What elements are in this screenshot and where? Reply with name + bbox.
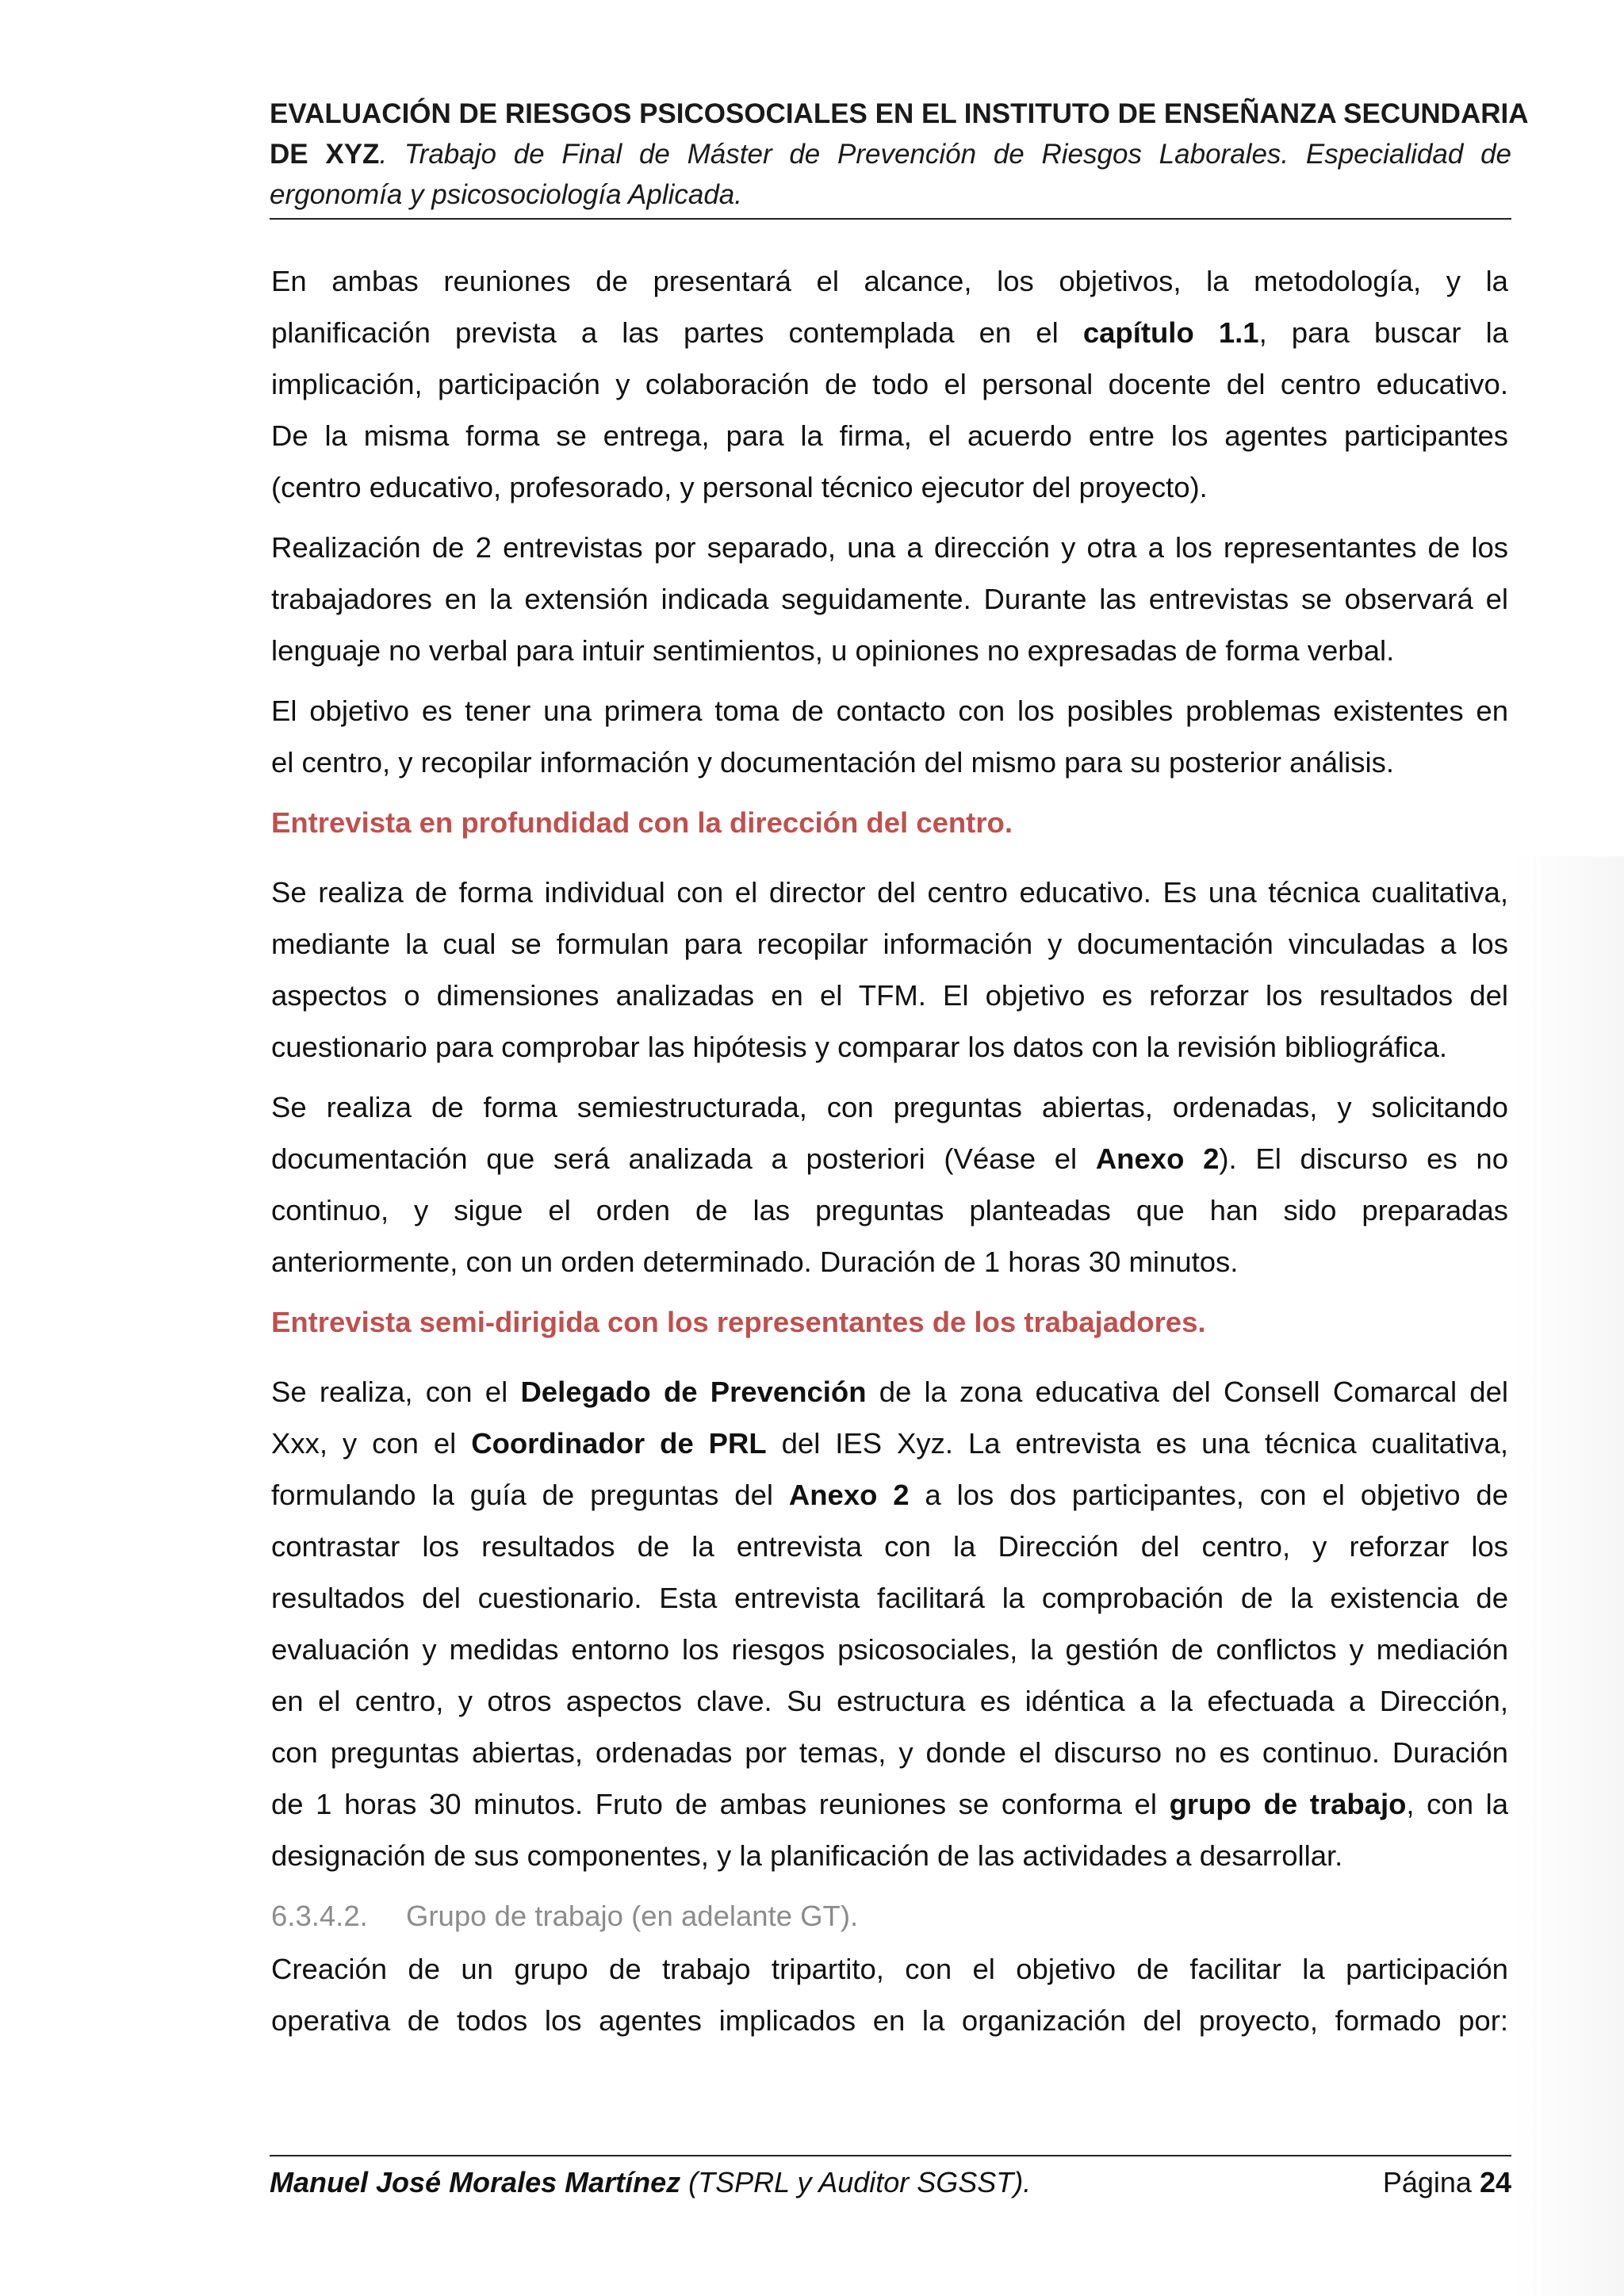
text-line: Se realiza de forma semiestructurada, con preguntas abiertas, ordenadas, y solicitando: [271, 1091, 1508, 1123]
subsection-heading: [271, 1890, 1508, 1942]
text-line: cuestionario para comprobar las hipótesis y comparar los datos con la revisión bibliográfica.: [271, 1031, 1448, 1063]
text-segment: , para buscar la: [1258, 316, 1509, 349]
subsection-title: Grupo de trabajo (en adelante GT).: [406, 1900, 859, 1932]
text-line: el centro, y recopilar información y documentación del mismo para su posterior análisis.: [271, 746, 1395, 779]
paragraph: [271, 1366, 1508, 1881]
text-line: [271, 1778, 1508, 1830]
text-line: designación de sus componentes, y la planificación de las actividades a desarrollar.: [271, 1839, 1343, 1872]
header-title-bold: DE XYZ: [270, 139, 380, 170]
header-subtitle-line3: ergonomía y psicosociología Aplicada.: [270, 179, 742, 210]
paragraph: [271, 1943, 1508, 2046]
text-line: anteriormente, con un orden determinado. Duración de 1 horas 30 minutos.: [271, 1246, 1239, 1278]
text-segment: de la zona educativa del Consell Comarcal del: [866, 1376, 1508, 1408]
text-line: (centro educativo, profesorado, y personal técnico ejecutor del proyecto).: [271, 471, 1208, 503]
bold-term: grupo de trabajo: [1169, 1788, 1407, 1820]
text-segment: Se realiza, con el: [271, 1376, 521, 1408]
document-body: [271, 255, 1508, 2055]
page-label: Página: [1382, 2166, 1480, 2198]
header-title-line1: EVALUACIÓN DE RIESGOS PSICOSOCIALES EN EL INSTITUTO DE ENSEÑANZA SECUNDARIA: [270, 98, 1529, 129]
text-line: implicación, participación y colaboración de todo el personal docente del centro educativo.: [271, 368, 1508, 400]
text-line: aspectos o dimensiones analizadas en el TFM. El objetivo es reforzar los resultados del: [271, 979, 1508, 1012]
text-line: lenguaje no verbal para intuir sentimientos, u opiniones no expresadas de forma verbal.: [271, 634, 1395, 667]
text-line: operativa de todos los agentes implicados en la organización del proyecto, formado por:: [271, 2004, 1508, 2037]
text-segment: documentación que será analizada a posteriori (Véase el: [271, 1142, 1096, 1175]
text-line: [271, 1469, 1508, 1521]
text-line: Creación de un grupo de trabajo tripartito, con el objetivo de facilitar la participación: [271, 1953, 1508, 1985]
text-line: trabajadores en la extensión indicada seguidamente. Durante las entrevistas se observará el: [271, 583, 1508, 615]
text-line: evaluación y medidas entorno los riesgos psicosociales, la gestión de conflictos y mediación: [271, 1633, 1508, 1666]
text-segment: formulando la guía de preguntas del: [271, 1479, 789, 1511]
bold-term: capítulo 1.1: [1082, 316, 1259, 349]
bold-term: Anexo 2: [788, 1479, 910, 1511]
footer-role: (TSPRL y Auditor SGSST).: [680, 2166, 1032, 2198]
text-line: resultados del cuestionario. Esta entrevista facilitará la comprobación de la existencia de: [271, 1582, 1508, 1614]
footer-author: Manuel José Morales Martínez: [270, 2166, 681, 2198]
header-subtitle: . Trabajo de Final de Máster de Prevención de Riesgos Laborales. Especialidad de: [379, 139, 1511, 170]
subsection-number: 6.3.4.2.: [271, 1900, 368, 1932]
page-number: [1383, 2163, 1511, 2202]
text-segment: de 1 horas 30 minutos. Fruto de ambas reuniones se conforma el: [271, 1788, 1170, 1820]
text-line: en el centro, y otros aspectos clave. Su estructura es idéntica a la efectuada a Dirección,: [271, 1685, 1508, 1717]
text-line: Se realiza de forma individual con el director del centro educativo. Es una técnica cualitativa,: [271, 876, 1508, 909]
running-header: [270, 94, 1529, 220]
text-segment: , con la: [1406, 1788, 1508, 1820]
section-heading: Entrevista semi-dirigida con los representantes de los trabajadores.: [271, 1306, 1206, 1338]
text-line: contrastar los resultados de la entrevista con la Dirección del centro, y reforzar los: [271, 1530, 1508, 1563]
text-segment: del IES Xyz. La entrevista es una técnica cualitativa,: [766, 1427, 1509, 1460]
text-line: mediante la cual se formulan para recopilar información y documentación vinculadas a los: [271, 928, 1508, 960]
text-segment: Xxx, y con el: [271, 1427, 472, 1460]
text-line: continuo, y sigue el orden de las preguntas planteadas que han sido preparadas: [271, 1194, 1508, 1226]
text-segment: a los dos participantes, con el objetivo de: [909, 1479, 1508, 1511]
text-line: El objetivo es tener una primera toma de contacto con los posibles problemas existentes en: [271, 695, 1508, 727]
page-edge-shading: [1513, 856, 1624, 2296]
bold-term: Delegado de Prevención: [520, 1376, 867, 1408]
header-title-line2: [270, 134, 1511, 174]
text-line: con preguntas abiertas, ordenadas por temas, y donde el discurso no es continuo. Duración: [271, 1736, 1508, 1769]
paragraph: [271, 685, 1508, 788]
text-line: [271, 307, 1508, 358]
text-line: [271, 1418, 1508, 1469]
text-line: En ambas reuniones de presentará el alcance, los objetivos, la metodología, y la: [271, 265, 1508, 297]
text-line: Realización de 2 entrevistas por separado, una a dirección y otra a los representantes de los: [271, 531, 1508, 564]
page-number-value: 24: [1479, 2166, 1511, 2198]
paragraph: [271, 522, 1508, 676]
page-footer: [270, 2155, 1511, 2202]
text-segment: planificación prevista a las partes contemplada en el: [271, 316, 1083, 349]
text-line: [271, 1366, 1508, 1418]
paragraph: [271, 1081, 1508, 1288]
text-line: [271, 1133, 1508, 1184]
section-heading: Entrevista en profundidad con la dirección del centro.: [271, 806, 1013, 839]
paragraph: [271, 255, 1508, 513]
bold-term: Coordinador de PRL: [471, 1427, 767, 1460]
text-line: De la misma forma se entrega, para la firma, el acuerdo entre los agentes participantes: [271, 419, 1508, 452]
paragraph: [271, 867, 1508, 1073]
bold-term: Anexo 2: [1095, 1142, 1220, 1175]
text-segment: ). El discurso es no: [1219, 1142, 1508, 1175]
